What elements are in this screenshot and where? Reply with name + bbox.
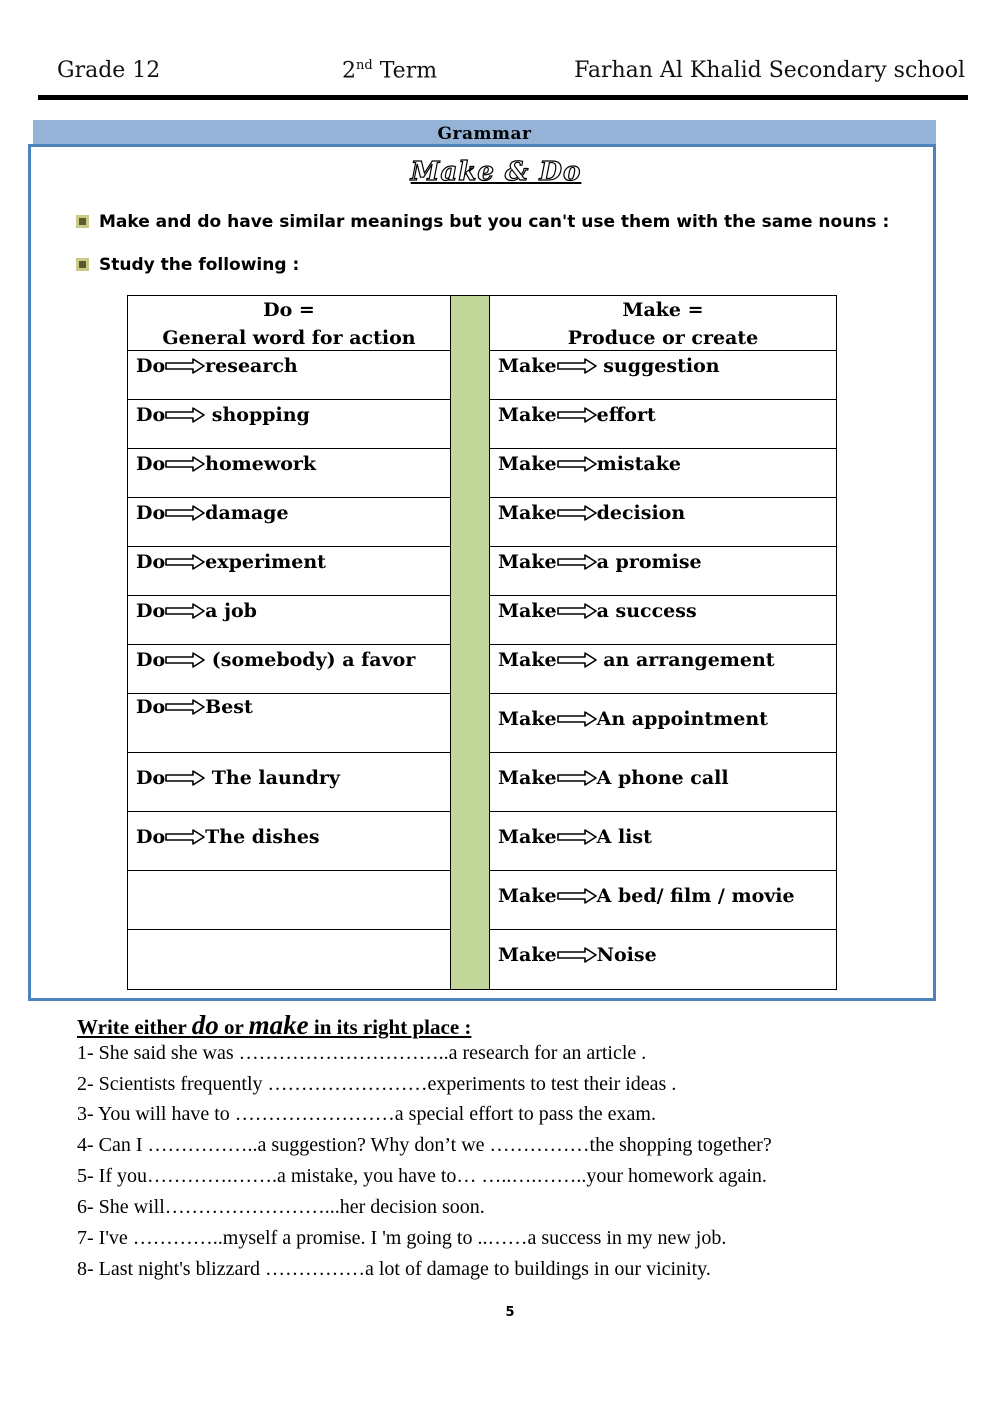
make-verb: Make (498, 551, 557, 573)
term-label (342, 58, 437, 83)
right-arrow-icon (557, 407, 597, 423)
do-row (128, 351, 450, 400)
right-arrow-icon (557, 505, 597, 521)
make-row (490, 449, 836, 498)
bullet-text: Make and do have similar meanings but you can't use them with the same nouns : (99, 212, 890, 232)
exercise-item: 3- You will have to ……………………a special effort to pass the exam. (77, 1103, 656, 1125)
make-row (490, 694, 836, 753)
do-row (128, 449, 450, 498)
make-verb: Make (498, 649, 557, 671)
exercise-title: Write either do or make in its right place : (77, 1010, 472, 1040)
make-verb: Make (498, 502, 557, 524)
make-object: Noise (596, 944, 657, 966)
make-verb: Make (498, 826, 557, 848)
header-rule (38, 95, 968, 100)
do-verb: Do (136, 826, 166, 848)
make-object: a success (596, 600, 697, 622)
do-word: do (191, 1010, 219, 1040)
make-row (490, 645, 836, 694)
do-row (128, 400, 450, 449)
make-do-table (127, 295, 837, 990)
make-row (490, 351, 836, 400)
grade-label: Grade 12 (57, 58, 161, 83)
do-header-subtitle: General word for action (162, 327, 416, 349)
make-object: mistake (596, 453, 681, 475)
exercise-item: 5- If you………….…….a mistake, you have to… …..….……..your homework again. (77, 1165, 767, 1187)
term-word: Term (379, 58, 438, 84)
do-object: The dishes (205, 826, 320, 848)
school-name: Farhan Al Khalid Secondary school (574, 58, 965, 83)
do-verb: Do (136, 453, 166, 475)
exercise-item: 1- She said she was …………………………..a research for an article . (77, 1042, 647, 1064)
make-object: a promise (596, 551, 702, 573)
make-verb: Make (498, 600, 557, 622)
do-verb: Do (136, 355, 166, 377)
divider-column (450, 296, 490, 989)
make-verb: Make (498, 708, 557, 730)
right-arrow-icon (557, 711, 597, 727)
make-row (490, 596, 836, 645)
right-arrow-icon (165, 358, 205, 374)
make-row (490, 753, 836, 812)
bullet-text: Study the following : (99, 255, 300, 275)
do-row (128, 498, 450, 547)
make-header (490, 296, 836, 351)
make-object: An appointment (596, 708, 768, 730)
bullet-square-icon (76, 215, 89, 228)
make-verb: Make (498, 404, 557, 426)
right-arrow-icon (557, 554, 597, 570)
right-arrow-icon (165, 652, 205, 668)
do-row (128, 930, 450, 989)
exercise-item: 6- She will……………………...her decision soon. (77, 1196, 485, 1218)
make-row (490, 930, 836, 989)
make-verb: Make (498, 767, 557, 789)
bullet-study (76, 255, 299, 275)
term-number: 2 (342, 58, 356, 84)
make-header-subtitle: Produce or create (567, 327, 759, 349)
term-suffix: nd (356, 58, 373, 73)
do-object: Best (205, 696, 253, 718)
make-row (490, 871, 836, 930)
do-header (128, 296, 450, 351)
do-verb: Do (136, 600, 166, 622)
make-object: A phone call (596, 767, 729, 789)
do-object: damage (205, 502, 289, 524)
do-object: experiment (205, 551, 326, 573)
make-object: suggestion (596, 355, 720, 377)
do-verb: Do (136, 767, 166, 789)
make-object: A bed/ film / movie (596, 885, 795, 907)
exercise-item: 8- Last night's blizzard ……………a lot of damage to buildings in our vicinity. (77, 1258, 711, 1280)
right-arrow-icon (165, 505, 205, 521)
make-row (490, 812, 836, 871)
make-object: decision (596, 502, 686, 524)
do-header-title: Do = (263, 299, 315, 321)
right-arrow-icon (557, 770, 597, 786)
right-arrow-icon (165, 456, 205, 472)
do-object: (somebody) a favor (205, 649, 416, 671)
do-row (128, 694, 450, 753)
page-number: 5 (505, 1305, 515, 1320)
exercise-item: 7- I've …………..myself a promise. I 'm going to ..……a success in my new job. (77, 1227, 727, 1249)
make-object: A list (596, 826, 652, 848)
do-object: homework (205, 453, 317, 475)
do-row (128, 753, 450, 812)
make-row (490, 547, 836, 596)
do-verb: Do (136, 696, 166, 718)
exercise-item: 4- Can I ……………..a suggestion? Why don’t we ……………the shopping together? (77, 1134, 772, 1156)
do-verb: Do (136, 502, 166, 524)
make-row (490, 498, 836, 547)
make-object: effort (596, 404, 656, 426)
make-header-title: Make = (622, 299, 704, 321)
do-row (128, 812, 450, 871)
right-arrow-icon (557, 652, 597, 668)
right-arrow-icon (557, 456, 597, 472)
right-arrow-icon (165, 603, 205, 619)
make-verb: Make (498, 885, 557, 907)
section-bar: Grammar (33, 120, 936, 144)
right-arrow-icon (165, 770, 205, 786)
right-arrow-icon (165, 829, 205, 845)
bullet-square-icon (76, 258, 89, 271)
right-arrow-icon (165, 699, 205, 715)
exercise-item: 2- Scientists frequently ……………………experiments to test their ideas . (77, 1073, 677, 1095)
right-arrow-icon (165, 554, 205, 570)
make-verb: Make (498, 355, 557, 377)
make-word: make (248, 1010, 309, 1040)
bullet-intro (76, 212, 889, 232)
make-object: an arrangement (596, 649, 775, 671)
right-arrow-icon (165, 407, 205, 423)
right-arrow-icon (557, 888, 597, 904)
do-object: The laundry (205, 767, 340, 789)
right-arrow-icon (557, 947, 597, 963)
right-arrow-icon (557, 829, 597, 845)
do-object: a job (205, 600, 257, 622)
do-verb: Do (136, 404, 166, 426)
page-title: Make & Do (410, 157, 582, 187)
do-object: research (205, 355, 298, 377)
right-arrow-icon (557, 358, 597, 374)
do-verb: Do (136, 551, 166, 573)
do-row (128, 871, 450, 930)
make-verb: Make (498, 453, 557, 475)
do-object: shopping (205, 404, 310, 426)
do-row (128, 645, 450, 694)
make-row (490, 400, 836, 449)
do-row (128, 596, 450, 645)
right-arrow-icon (557, 603, 597, 619)
make-verb: Make (498, 944, 557, 966)
do-row (128, 547, 450, 596)
do-verb: Do (136, 649, 166, 671)
